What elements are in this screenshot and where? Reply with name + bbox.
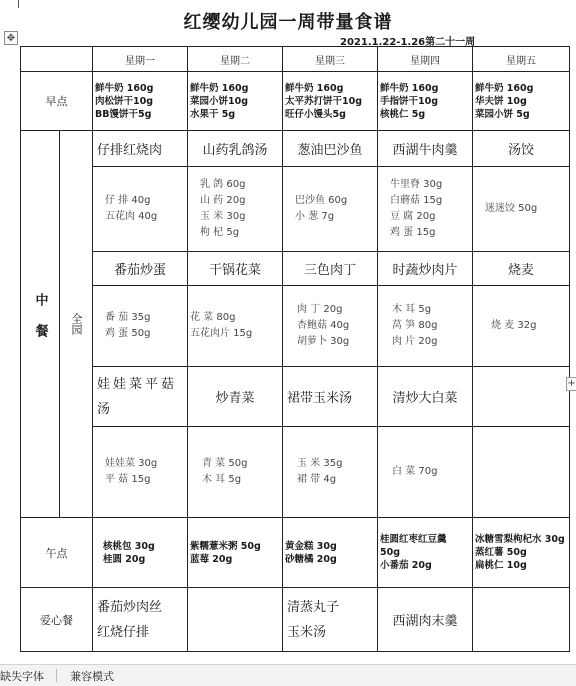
ingredient-cell[interactable] [473, 427, 570, 518]
status-divider [56, 669, 57, 682]
status-bar [0, 664, 576, 686]
afternoon-cell[interactable]: 核桃包 30g 桂圆 20g [93, 518, 188, 588]
weekday-header: 星期三 [283, 47, 378, 72]
breakfast-cell[interactable]: 鲜牛奶 160g 太平苏打饼干10g 旺仔小馒头5g [283, 72, 378, 131]
love-meal-cell[interactable] [473, 588, 570, 652]
afternoon-cell[interactable]: 桂圆红枣红豆羹 50g 小番茄 20g [378, 518, 473, 588]
breakfast-cell[interactable]: 鲜牛奶 160g 菜园小饼10g 水果干 5g [188, 72, 283, 131]
weekday-header: 星期四 [378, 47, 473, 72]
weekday-header-row [21, 47, 570, 72]
dish-name[interactable]: 清炒大白菜 [378, 367, 473, 427]
love-meal-cell[interactable]: 清蒸丸子 玉米汤 [283, 588, 378, 652]
dish-name[interactable]: 西湖牛肉羹 [378, 131, 473, 167]
lunch-ingredient-row [21, 427, 570, 518]
love-meal-cell[interactable] [188, 588, 283, 652]
ingredient-cell[interactable]: 仔 排 40g 五花肉 40g [93, 167, 188, 252]
ingredient-cell[interactable]: 木 耳 5g 莴 笋 80g 肉 片 20g [378, 286, 473, 367]
ingredient-cell[interactable]: 娃娃菜 30g 平 菇 15g [93, 427, 188, 518]
breakfast-cell[interactable]: 鲜牛奶 160g 手指饼干10g 核桃仁 5g [378, 72, 473, 131]
weekday-header: 星期二 [188, 47, 283, 72]
ingredient-cell[interactable]: 烧 麦 32g [473, 286, 570, 367]
weekday-header: 星期一 [93, 47, 188, 72]
missing-fonts-button[interactable]: 缺失字体 [0, 670, 44, 683]
dish-name[interactable]: 时蔬炒肉片 [378, 252, 473, 286]
dish-name[interactable]: 仔排红烧肉 [93, 131, 188, 167]
dish-name[interactable]: 娃娃菜平菇汤 [93, 367, 188, 427]
ingredient-cell[interactable]: 乳 鸽 60g 山 药 20g 玉 米 30g 枸 杞 5g [188, 167, 283, 252]
afternoon-label: 午点 [21, 518, 93, 588]
dish-name[interactable]: 裙带玉米汤 [283, 367, 378, 427]
lunch-dish-row [21, 131, 570, 167]
dish-name[interactable]: 炒青菜 [188, 367, 283, 427]
ingredient-cell[interactable]: 青 菜 50g 木 耳 5g [188, 427, 283, 518]
love-meal-label: 爱心餐 [21, 588, 93, 652]
breakfast-label: 早点 [21, 72, 93, 131]
afternoon-cell[interactable]: 黄金糕 30g 砂糖橘 20g [283, 518, 378, 588]
dish-name[interactable]: 葱油巴沙鱼 [283, 131, 378, 167]
ingredient-cell[interactable]: 玉 米 35g 裙 带 4g [283, 427, 378, 518]
lunch-dish-row [21, 367, 570, 427]
ingredient-cell[interactable]: 巴沙鱼 60g 小 葱 7g [283, 167, 378, 252]
header-corner [21, 47, 93, 72]
lunch-ingredient-row [21, 167, 570, 252]
weekday-header: 星期五 [473, 47, 570, 72]
lunch-ingredient-row [21, 286, 570, 367]
afternoon-cell[interactable]: 冰糖雪梨枸杞水 30g 蒸红薯 50g 扁桃仁 10g [473, 518, 570, 588]
dish-name[interactable]: 干锅花菜 [188, 252, 283, 286]
ruler-tick [18, 0, 19, 8]
afternoon-row [21, 518, 570, 588]
breakfast-row [21, 72, 570, 131]
breakfast-cell[interactable]: 鲜牛奶 160g 肉松饼干10g BB馒饼干5g [93, 72, 188, 131]
ingredient-cell[interactable]: 肉 丁 20g 杏鲍菇 40g 胡萝卜 30g [283, 286, 378, 367]
compat-mode-indicator: 兼容模式 [70, 670, 114, 683]
menu-table [20, 46, 570, 652]
table-move-handle-icon[interactable]: ✥ [4, 31, 18, 45]
lunch-dish-row [21, 252, 570, 286]
love-meal-cell[interactable]: 西湖肉末羹 [378, 588, 473, 652]
dish-name[interactable]: 汤饺 [473, 131, 570, 167]
dish-name[interactable]: 山药乳鸽汤 [188, 131, 283, 167]
date-range: 2021.1.22-1.26第二十一周 [340, 37, 476, 48]
ingredient-cell[interactable]: 白 菜 70g [378, 427, 473, 518]
ingredient-cell[interactable]: 番 茄 35g 鸡 蛋 50g [93, 286, 188, 367]
dish-name[interactable]: 三色肉丁 [283, 252, 378, 286]
dish-name[interactable] [473, 367, 570, 427]
love-meal-row [21, 588, 570, 652]
page-title: 红缨幼儿园一周带量食谱 [183, 12, 393, 33]
breakfast-cell[interactable]: 鲜牛奶 160g 华夫饼 10g 菜园小饼 5g [473, 72, 570, 131]
ingredient-cell[interactable]: 花 菜 80g 五花肉片 15g [188, 286, 283, 367]
love-meal-cell[interactable]: 番茄炒肉丝 红烧仔排 [93, 588, 188, 652]
add-column-plus-icon[interactable]: + [567, 378, 576, 389]
dish-name[interactable]: 烧麦 [473, 252, 570, 286]
lunch-group-label: 全园 [60, 131, 93, 518]
afternoon-cell[interactable]: 紫糯薏米粥 50g 蓝莓 20g [188, 518, 283, 588]
ingredient-cell[interactable]: 迷迷饺 50g [473, 167, 570, 252]
ingredient-cell[interactable]: 牛里脊 30g 白蘑菇 15g 豆 腐 20g 鸡 蛋 15g [378, 167, 473, 252]
dish-name[interactable]: 番茄炒蛋 [93, 252, 188, 286]
lunch-label: 中餐 [21, 131, 60, 518]
